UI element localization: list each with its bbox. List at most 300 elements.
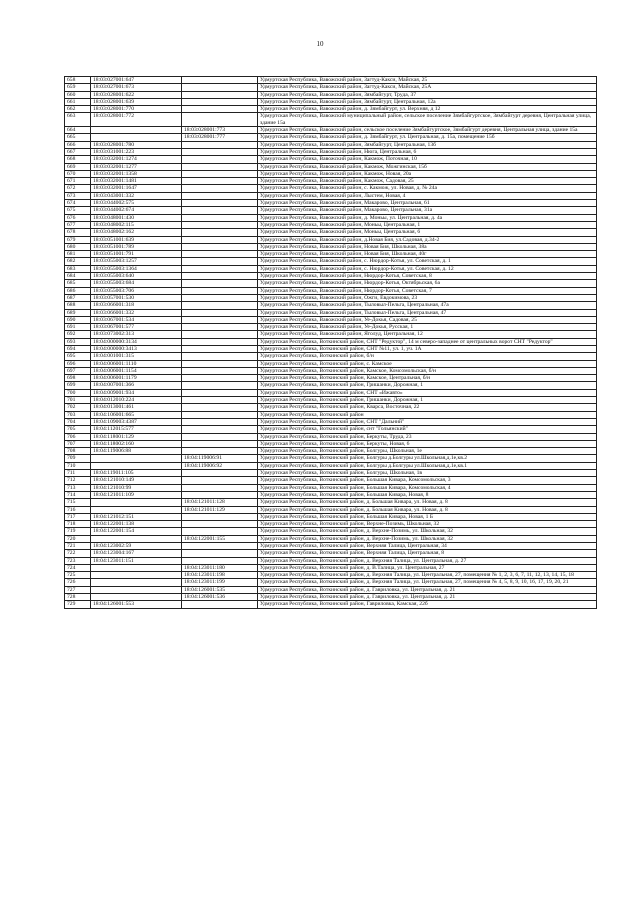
- address-cell: Удмуртская Республика, Вавожский район, Новая Бия, Школьная, 40г: [258, 251, 597, 258]
- address-cell: Удмуртская Республика, Вавожский район, д. Моньы, ул. Центральная, д. 4а: [258, 214, 597, 221]
- building-number-cell: [182, 84, 258, 91]
- row-number-cell: 671: [65, 178, 91, 185]
- row-number-cell: 707: [65, 440, 91, 447]
- row-number-cell: 667: [65, 148, 91, 155]
- address-cell: Удмуртская Республика, Вавожский район, Тыловыл-Пельга, Центральная, 47: [258, 309, 597, 316]
- parcel-number-cell: 18:04:109003:4387: [91, 418, 182, 425]
- address-cell: Удмуртская Республика, Воткинский район, д. Верхне-Позимь, ул. Школьная, 32: [258, 535, 597, 542]
- building-number-cell: [182, 528, 258, 535]
- row-number-cell: 694: [65, 345, 91, 352]
- table-row: [65, 564, 597, 571]
- row-number-cell: 696: [65, 360, 91, 367]
- parcel-number-cell: 18:04:012010:224: [91, 397, 182, 404]
- table-row: [65, 484, 597, 491]
- row-number-cell: 659: [65, 84, 91, 91]
- address-cell: Удмуртская Республика, Вавожский район, Какмож, Садовая, 25: [258, 178, 597, 185]
- register-table: [64, 76, 597, 609]
- table-row: [65, 345, 597, 352]
- parcel-number-cell: 18:03:055003:1364: [91, 265, 182, 272]
- address-cell: Удмуртская Республика, Вавожский район, с. Нюрдор-Котья, ул. Советская, д. 1: [258, 258, 597, 265]
- parcel-number-cell: [91, 586, 182, 593]
- building-number-cell: [182, 404, 258, 411]
- parcel-number-cell: 18:03:028001:780: [91, 141, 182, 148]
- table-row: [65, 302, 597, 309]
- parcel-number-cell: 18:03:032001:1481: [91, 178, 182, 185]
- parcel-number-cell: 18:03:055003:706: [91, 287, 182, 294]
- address-cell: Удмуртская Республика, Воткинский район, Камское, Комсомольская, б/н: [258, 367, 597, 374]
- parcel-number-cell: 18:04:009001:934: [91, 389, 182, 396]
- building-number-cell: [182, 273, 258, 280]
- table-row: [65, 258, 597, 265]
- row-number-cell: 704: [65, 418, 91, 425]
- address-cell: Удмуртская Республика, Воткинский район, СНТ №11, ул. 1, уч. 1А: [258, 345, 597, 352]
- parcel-number-cell: 18:03:051001:789: [91, 243, 182, 250]
- building-number-cell: [182, 221, 258, 228]
- parcel-number-cell: 18:04:006001:1154: [91, 367, 182, 374]
- parcel-number-cell: [91, 462, 182, 469]
- table-row: [65, 192, 597, 199]
- address-cell: Удмуртская Республика, Воткинский район, д. Верхняя Талица, ул. Центральная, 27, помещения № 4, 5, 8, 9, 10, 16, 17, 19, 20, 21: [258, 579, 597, 586]
- address-cell: Удмуртская Республика, Воткинский район: [258, 411, 597, 418]
- parcel-number-cell: [91, 506, 182, 513]
- table-row: [65, 477, 597, 484]
- table-row: [65, 148, 597, 155]
- parcel-number-cell: 18:03:031001:223: [91, 148, 182, 155]
- parcel-number-cell: 18:03:044002:674: [91, 207, 182, 214]
- building-number-cell: [182, 353, 258, 360]
- building-number-cell: 18:04:123011:198: [182, 572, 258, 579]
- parcel-number-cell: 18:03:027001:647: [91, 77, 182, 84]
- row-number-cell: 684: [65, 273, 91, 280]
- table-row: [65, 572, 597, 579]
- page-number: 10: [316, 40, 324, 48]
- parcel-number-cell: 18:03:032001:1647: [91, 185, 182, 192]
- table-row: [65, 433, 597, 440]
- row-number-cell: 703: [65, 411, 91, 418]
- row-number-cell: 728: [65, 594, 91, 601]
- row-number-cell: 709: [65, 455, 91, 462]
- row-number-cell: 697: [65, 367, 91, 374]
- building-number-cell: [182, 287, 258, 294]
- address-cell: Удмуртская Республика, Воткинский район, Болгуры, Школьная, 1в: [258, 470, 597, 477]
- building-number-cell: 18:04:119006:91: [182, 455, 258, 462]
- row-number-cell: 721: [65, 543, 91, 550]
- building-number-cell: [182, 214, 258, 221]
- parcel-number-cell: 18:04:126001:553: [91, 601, 182, 608]
- address-cell: Удмуртская Республика, Вавожский район, с. Нюрдор-Котья, ул. Советская, д. 12: [258, 265, 597, 272]
- table-row: [65, 163, 597, 170]
- row-number-cell: 683: [65, 265, 91, 272]
- address-cell: Удмуртская Республика, Воткинский район, Верхняя Талица, Центральная, 8: [258, 550, 597, 557]
- table-row: [65, 367, 597, 374]
- address-cell: Удмуртская Республика, Вавожский район, д. Зямбайгурт, ул. Верхняя, д 12: [258, 106, 597, 113]
- row-number-cell: 729: [65, 601, 91, 608]
- table-row: [65, 521, 597, 528]
- table-row: [65, 375, 597, 382]
- table-row: [65, 491, 597, 498]
- table-row: [65, 324, 597, 331]
- building-number-cell: [182, 258, 258, 265]
- building-number-cell: 18:04:126001:536: [182, 594, 258, 601]
- building-number-cell: [182, 550, 258, 557]
- parcel-number-cell: [91, 499, 182, 506]
- parcel-number-cell: 18:03:066001:332: [91, 309, 182, 316]
- building-number-cell: [182, 367, 258, 374]
- address-cell: Удмуртская Республика, Вавожский район, Макарово, Центральная, 61: [258, 200, 597, 207]
- address-cell: Удмуртская Республика, Вавожский район, Лыстем, Новая, 4: [258, 192, 597, 199]
- building-number-cell: [182, 265, 258, 272]
- address-cell: Удмуртская Республика, Воткинский район, Гавриловка, Камская, 22б: [258, 601, 597, 608]
- parcel-number-cell: 18:04:000000:3413: [91, 345, 182, 352]
- parcel-number-cell: 18:03:051001:791: [91, 251, 182, 258]
- row-number-cell: 682: [65, 258, 91, 265]
- parcel-number-cell: 18:04:121010:149: [91, 477, 182, 484]
- row-number-cell: 695: [65, 353, 91, 360]
- table-row: [65, 462, 597, 469]
- building-number-cell: [182, 375, 258, 382]
- address-cell: Удмуртская Республика, Вавожский район, д. Зямбайгурт, ул. Центральная, д. 15а, помещение 15б: [258, 134, 597, 141]
- row-number-cell: 665: [65, 134, 91, 141]
- address-cell: Удмуртская Республика, Воткинский район, Верхне-Позимь, Школьная, 32: [258, 521, 597, 528]
- building-number-cell: [182, 338, 258, 345]
- row-number-cell: 714: [65, 491, 91, 498]
- address-cell: Удмуртская Республика, Вавожский район, Тыловыл-Пельга, Центральная, 47а: [258, 302, 597, 309]
- address-cell: Удмуртская Республика, Вавожский район, Ожги, Евдокимова, 23: [258, 294, 597, 301]
- address-cell: Удмуртская Республика, Воткинский район, Большая Кивара, Комсомольская, 3: [258, 477, 597, 484]
- building-number-cell: 18:04:123011:180: [182, 564, 258, 571]
- row-number-cell: 661: [65, 98, 91, 105]
- building-number-cell: 18:04:122001:155: [182, 535, 258, 542]
- address-cell: Удмуртская Республика, Вавожский район, Нюрдор-Котья, Советская, 8: [258, 273, 597, 280]
- address-cell: Удмуртская Республика, Воткинский район, д. Большая Кивара, ул. Новая, д. 8: [258, 506, 597, 513]
- building-number-cell: [182, 178, 258, 185]
- address-cell: Удмуртская Республика, Воткинский район, Болгуры д.Болгуры ул.Школьная,д.1е,кв.1: [258, 462, 597, 469]
- row-number-cell: 672: [65, 185, 91, 192]
- parcel-number-cell: 18:04:112015:577: [91, 426, 182, 433]
- parcel-number-cell: 18:03:028001:639: [91, 98, 182, 105]
- address-cell: Удмуртская Республика, Вавожский район, Макарово, Центральная, 31а: [258, 207, 597, 214]
- table-row: [65, 528, 597, 535]
- address-cell: Удмуртская Республика, Воткинский район, Гришанки, Дорожная, 1: [258, 382, 597, 389]
- address-cell: Удмуртская Республика, Вавожский район, Какмож, Поточная, 10: [258, 156, 597, 163]
- building-number-cell: [182, 418, 258, 425]
- row-number-cell: 688: [65, 302, 91, 309]
- address-cell: Удмуртская Республика, Воткинский район, д. Верхне-Позимь, ул. Школьная, 32: [258, 528, 597, 535]
- row-number-cell: 687: [65, 294, 91, 301]
- building-number-cell: [182, 513, 258, 520]
- row-number-cell: 668: [65, 156, 91, 163]
- table-row: [65, 243, 597, 250]
- parcel-number-cell: 18:03:044002:575: [91, 200, 182, 207]
- building-number-cell: [182, 543, 258, 550]
- row-number-cell: 699: [65, 382, 91, 389]
- building-number-cell: [182, 251, 258, 258]
- building-number-cell: [182, 331, 258, 338]
- building-number-cell: [182, 440, 258, 447]
- address-cell: Удмуртская Республика, Воткинский район, б/н: [258, 353, 597, 360]
- address-cell: Удмуртская Республика, Вавожский район, Загтуд-Какси, Майская, 25: [258, 77, 597, 84]
- building-number-cell: [182, 382, 258, 389]
- address-cell: Удмуртская Республика, Вавожский район, Загтуд-Какси, Майская, 25А: [258, 84, 597, 91]
- parcel-number-cell: 18:03:057001:530: [91, 294, 182, 301]
- parcel-number-cell: 18:03:055003:1257: [91, 258, 182, 265]
- table-row: [65, 360, 597, 367]
- row-number-cell: 680: [65, 243, 91, 250]
- address-cell: Удмуртская Республика, Воткинский район, СНТ "Редуктор", 14 м северо-западнее от центральных ворот СНТ "Редуктор": [258, 338, 597, 345]
- parcel-number-cell: [91, 134, 182, 141]
- parcel-number-cell: [91, 127, 182, 134]
- parcel-number-cell: 18:04:122001:138: [91, 521, 182, 528]
- parcel-number-cell: 18:03:043001:332: [91, 192, 182, 199]
- parcel-number-cell: 18:03:055003:640: [91, 273, 182, 280]
- address-cell: Удмуртская Республика, Вавожский район, Уе-Докья, Садовая, 25: [258, 316, 597, 323]
- row-number-cell: 677: [65, 221, 91, 228]
- table-row: [65, 200, 597, 207]
- table-row: [65, 251, 597, 258]
- row-number-cell: 679: [65, 236, 91, 243]
- address-cell: Удмуртская Республика, Воткинский район, Беркуты, Новая, 6: [258, 440, 597, 447]
- table-row: [65, 287, 597, 294]
- building-number-cell: [182, 477, 258, 484]
- row-number-cell: 676: [65, 214, 91, 221]
- table-row: [65, 170, 597, 177]
- table-row: [65, 382, 597, 389]
- address-cell: Удмуртская Республика, Вавожский район, Уе-Докья, Русская, 1: [258, 324, 597, 331]
- parcel-number-cell: 18:03:073002:313: [91, 331, 182, 338]
- row-number-cell: 708: [65, 448, 91, 455]
- address-cell: Удмуртская Республика, Вавожский район, Зямбайгурт, Центральная, 12а: [258, 98, 597, 105]
- parcel-number-cell: 18:04:006001:1179: [91, 375, 182, 382]
- row-number-cell: 693: [65, 338, 91, 345]
- table-row: [65, 185, 597, 192]
- table-row: [65, 594, 597, 601]
- table-row: [65, 557, 597, 564]
- address-cell: Удмуртская Республика, Вавожский район, с. Какмож, ул. Новая, д. № 24а: [258, 185, 597, 192]
- table-row: [65, 404, 597, 411]
- building-number-cell: [182, 521, 258, 528]
- parcel-number-cell: [91, 455, 182, 462]
- parcel-number-cell: 18:04:001001:315: [91, 353, 182, 360]
- building-number-cell: [182, 360, 258, 367]
- row-number-cell: 673: [65, 192, 91, 199]
- row-number-cell: 705: [65, 426, 91, 433]
- address-cell: Удмуртская Республика, Воткинский район, Болгуры д.Болгуры ул.Школьная,д.1е,кв.2: [258, 455, 597, 462]
- parcel-number-cell: 18:04:119011:105: [91, 470, 182, 477]
- table-row: [65, 389, 597, 396]
- table-row: [65, 280, 597, 287]
- row-number-cell: 675: [65, 207, 91, 214]
- address-cell: Удмуртская Республика, Воткинский район, Беркуты, Труда, 23: [258, 433, 597, 440]
- parcel-number-cell: 18:04:123004:167: [91, 550, 182, 557]
- row-number-cell: 674: [65, 200, 91, 207]
- row-number-cell: 685: [65, 280, 91, 287]
- address-cell: Удмуртская Республика, Воткинский район, снт "Гольянский": [258, 426, 597, 433]
- parcel-number-cell: 18:03:027001:673: [91, 84, 182, 91]
- parcel-number-cell: 18:04:007001:366: [91, 382, 182, 389]
- address-cell: Удмуртская Республика, Воткинский район, СНТ "Дальний": [258, 418, 597, 425]
- building-number-cell: 18:03:028001:773: [182, 127, 258, 134]
- building-number-cell: 18:04:126001:535: [182, 586, 258, 593]
- address-cell: Удмуртская Республика, Воткинский район, д. В.Талица, ул. Центральная, 27: [258, 564, 597, 571]
- address-cell: Удмуртская Республика, Вавожский район, Моньы, Центральная, 6: [258, 229, 597, 236]
- address-cell: Удмуртская Республика, Воткинский район, Кварса, Восточная, 22: [258, 404, 597, 411]
- row-number-cell: 715: [65, 499, 91, 506]
- row-number-cell: 722: [65, 550, 91, 557]
- row-number-cell: 727: [65, 586, 91, 593]
- table-row: [65, 316, 597, 323]
- table-row: [65, 214, 597, 221]
- parcel-number-cell: 18:04:118002:160: [91, 440, 182, 447]
- parcel-number-cell: 18:04:122001:154: [91, 528, 182, 535]
- parcel-number-cell: [91, 535, 182, 542]
- building-number-cell: 18:04:119006:92: [182, 462, 258, 469]
- building-number-cell: [182, 397, 258, 404]
- row-number-cell: 725: [65, 572, 91, 579]
- table-row: [65, 331, 597, 338]
- parcel-number-cell: [91, 579, 182, 586]
- table-row: [65, 397, 597, 404]
- table-row: [65, 586, 597, 593]
- building-number-cell: [182, 141, 258, 148]
- table-row: [65, 535, 597, 542]
- row-number-cell: 716: [65, 506, 91, 513]
- building-number-cell: [182, 294, 258, 301]
- building-number-cell: [182, 557, 258, 564]
- parcel-number-cell: 18:03:028001:622: [91, 91, 182, 98]
- parcel-number-cell: [91, 594, 182, 601]
- table-row: [65, 113, 597, 127]
- building-number-cell: [182, 98, 258, 105]
- table-row: [65, 426, 597, 433]
- address-cell: Удмуртская Республика, Вавожский муниципальный район, сельское поселение Зямбайгуртское, Зямбайгурт деревня, Центральная улица, здание 15а: [258, 113, 597, 127]
- building-number-cell: [182, 302, 258, 309]
- table-row: [65, 178, 597, 185]
- row-number-cell: 662: [65, 106, 91, 113]
- parcel-number-cell: [91, 572, 182, 579]
- address-cell: Удмуртская Республика, Воткинский район, Верхняя Талица, Центральная, 34: [258, 543, 597, 550]
- row-number-cell: 724: [65, 564, 91, 571]
- table-row: [65, 499, 597, 506]
- parcel-number-cell: 18:04:106001:665: [91, 411, 182, 418]
- building-number-cell: 18:04:123011:199: [182, 579, 258, 586]
- building-number-cell: [182, 280, 258, 287]
- building-number-cell: [182, 207, 258, 214]
- table-row: [65, 294, 597, 301]
- parcel-number-cell: 18:03:051001:639: [91, 236, 182, 243]
- row-number-cell: 723: [65, 557, 91, 564]
- building-number-cell: [182, 411, 258, 418]
- table-row: [65, 156, 597, 163]
- row-number-cell: 660: [65, 91, 91, 98]
- row-number-cell: 664: [65, 127, 91, 134]
- address-cell: Удмуртская Республика, Воткинский район, Гришанки, Дорожная, 1: [258, 397, 597, 404]
- address-cell: Удмуртская Республика, Воткинский район, Большая Кивара, Комсомольская, 4: [258, 484, 597, 491]
- parcel-number-cell: [91, 564, 182, 571]
- parcel-number-cell: 18:04:118001:129: [91, 433, 182, 440]
- building-number-cell: [182, 324, 258, 331]
- address-cell: Удмуртская Республика, Воткинский район, д. Гавриловка, ул. Центральная, д. 21: [258, 594, 597, 601]
- parcel-number-cell: 18:04:119006:88: [91, 448, 182, 455]
- parcel-number-cell: 18:03:032001:1358: [91, 170, 182, 177]
- address-cell: Удмуртская Республика, Вавожский район, Новая Бия, Школьная, 38а: [258, 243, 597, 250]
- address-cell: Удмуртская Республика, Воткинский район, Камское, Центральная, б/н: [258, 375, 597, 382]
- building-number-cell: [182, 229, 258, 236]
- table-row: [65, 470, 597, 477]
- row-number-cell: 681: [65, 251, 91, 258]
- address-cell: Удмуртская Республика, Воткинский район, д. Верхняя Талица, ул. Центральная, д. 27: [258, 557, 597, 564]
- address-cell: Удмуртская Республика, Вавожский район, Яголуд, Центральная, 12: [258, 331, 597, 338]
- table-row: [65, 543, 597, 550]
- building-number-cell: [182, 601, 258, 608]
- row-number-cell: 686: [65, 287, 91, 294]
- building-number-cell: [182, 156, 258, 163]
- address-cell: Удмуртская Республика, Вавожский район, д.Новая Бия, ул.Садовая, д.34-2: [258, 236, 597, 243]
- building-number-cell: [182, 170, 258, 177]
- building-number-cell: [182, 345, 258, 352]
- address-cell: Удмуртская Республика, Воткинский район, д. Гавриловка, ул. Центральная, д. 21: [258, 586, 597, 593]
- row-number-cell: 718: [65, 521, 91, 528]
- row-number-cell: 689: [65, 309, 91, 316]
- table-row: [65, 455, 597, 462]
- address-cell: Удмуртская Республика, Воткинский район, СНТ «Ижавто»: [258, 389, 597, 396]
- register-table-body: [65, 77, 597, 609]
- table-row: [65, 601, 597, 608]
- parcel-number-cell: 18:04:006001:1110: [91, 360, 182, 367]
- address-cell: Удмуртская Республика, Вавожский район, Нюга, Центральная, 6: [258, 148, 597, 155]
- table-row: [65, 221, 597, 228]
- table-row: [65, 411, 597, 418]
- table-row: [65, 506, 597, 513]
- building-number-cell: [182, 163, 258, 170]
- table-row: [65, 448, 597, 455]
- parcel-number-cell: 18:04:123002:59: [91, 543, 182, 550]
- row-number-cell: 726: [65, 579, 91, 586]
- table-row: [65, 207, 597, 214]
- table-row: [65, 550, 597, 557]
- parcel-number-cell: 18:03:048002:115: [91, 221, 182, 228]
- building-number-cell: [182, 484, 258, 491]
- parcel-number-cell: 18:04:013001:461: [91, 404, 182, 411]
- address-cell: Удмуртская Республика, Вавожский район, Какмож, Можгинская, 15б: [258, 163, 597, 170]
- building-number-cell: [182, 192, 258, 199]
- row-number-cell: 663: [65, 113, 91, 127]
- building-number-cell: [182, 200, 258, 207]
- table-row: [65, 106, 597, 113]
- parcel-number-cell: 18:03:048001:430: [91, 214, 182, 221]
- table-row: [65, 236, 597, 243]
- parcel-number-cell: 18:04:000000:3134: [91, 338, 182, 345]
- address-cell: Удмуртская Республика, Вавожский район, Нюрдор-Котья, Октябрьская, 6а: [258, 280, 597, 287]
- row-number-cell: 690: [65, 316, 91, 323]
- row-number-cell: 710: [65, 462, 91, 469]
- table-row: [65, 229, 597, 236]
- parcel-number-cell: 18:03:032001:1277: [91, 163, 182, 170]
- address-cell: Удмуртская Республика, Воткинский район, Болгуры, Школьная, 1е: [258, 448, 597, 455]
- row-number-cell: 700: [65, 389, 91, 396]
- table-row: [65, 418, 597, 425]
- parcel-number-cell: 18:03:028001:772: [91, 113, 182, 127]
- table-row: [65, 77, 597, 84]
- building-number-cell: [182, 448, 258, 455]
- row-number-cell: 720: [65, 535, 91, 542]
- parcel-number-cell: 18:04:123011:151: [91, 557, 182, 564]
- parcel-number-cell: 18:03:066001:318: [91, 302, 182, 309]
- parcel-number-cell: 18:04:121010:99: [91, 484, 182, 491]
- table-row: [65, 265, 597, 272]
- row-number-cell: 666: [65, 141, 91, 148]
- address-cell: Удмуртская Республика, Вавожский район, Моньы, Центральная, 1: [258, 221, 597, 228]
- table-row: [65, 579, 597, 586]
